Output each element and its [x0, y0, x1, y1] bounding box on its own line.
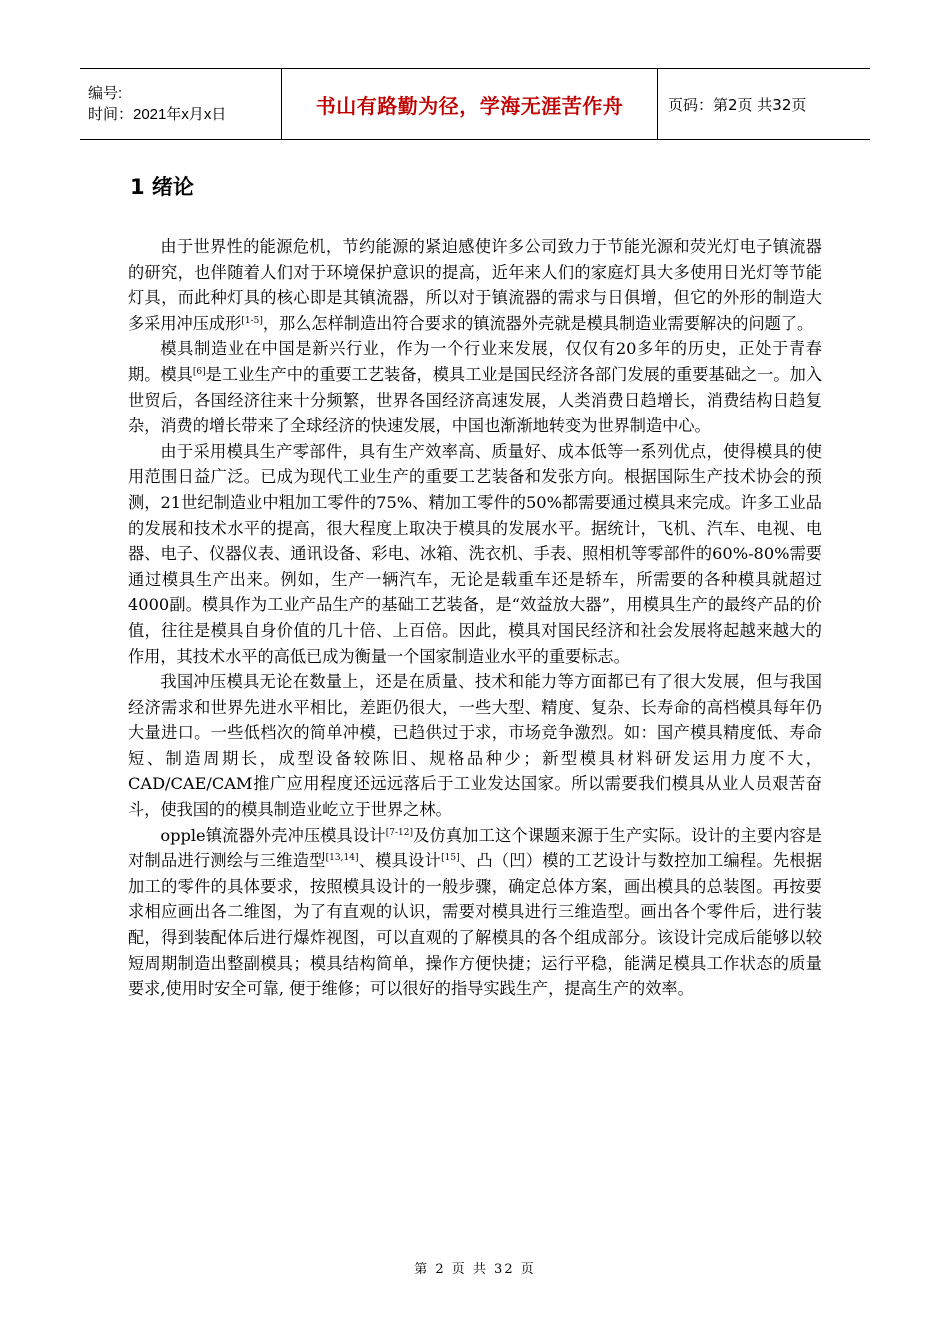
body-text: [128, 234, 822, 1002]
document-time-label: 时间：2021年x月x日: [88, 106, 227, 123]
page-info-text: 页码：第2页 共32页: [668, 95, 807, 114]
paragraph: [128, 669, 822, 823]
paragraph-text: 及仿真加工这个课题来源于生产实际。设计的主要内容是对制品进行测绘与三维造型: [128, 825, 822, 871]
header-page-info: [658, 69, 870, 139]
paragraph-text: opple镇流器外壳冲压模具设计: [160, 825, 386, 845]
page-header: [80, 68, 870, 140]
paragraph-text: 、模具设计: [358, 851, 442, 871]
motto-text: 书山有路勤为径，学海无涯苦作舟: [315, 93, 624, 118]
paragraph: [128, 234, 822, 336]
citation-ref: [6]: [192, 366, 206, 377]
header-motto: [282, 69, 658, 139]
paragraph-text: 由于世界性的能源危机，节约能源的紧迫感使许多公司致力于节能光源和荧光灯电子镇流器的研究，也伴随着人们对于环境保护意识的提高，近年来人们的家庭灯具大多使用日光灯等节能灯具，而此种灯具的核心即是其镇流器，所以对于镇流器的需求与日俱增，但它的外形的制造大多采用冲压成形: [128, 237, 822, 333]
citation-ref: [1-5]: [241, 315, 263, 326]
paragraph-text: 由于采用模具生产零部件，具有生产效率高、质量好、成本低等一系列优点，使得模具的使用范围日益广泛。已成为现代工业生产的重要工艺装备和发张方向。根据国际生产技术协会的预测，21世纪制造业中粗加工零件的75%、精加工零件的50%都需要通过模具来完成。许多工业品的发展和技术水平的提高，很大程度上取决于模具的发展水平。据统计，飞机、汽车、电视、电器、电子、仪器仪表、通讯设备、彩电、冰箱、洗衣机、手表、照相机等零部件的60%-80%需要通过模具生产出来。例如，生产一辆汽车，无论是载重车还是轿车，所需要的各种模具就超过4000副。模具作为工业产品生产的基础工艺装备，是“效益放大器”，用模具生产的最终产品的价值，往往是模具自身价值的几十倍、上百倍。因此，模具对国民经济和社会发展将起越来越大的作用，其技术水平的高低已成为衡量一个国家制造业水平的重要标志。: [128, 441, 822, 666]
paragraph: [128, 439, 822, 669]
paragraph: [128, 823, 822, 1002]
header-meta: [80, 69, 282, 139]
section-title: 1 绪论: [130, 175, 194, 199]
page-footer: 第 2 页 共 32 页: [414, 1262, 536, 1277]
paragraph-text: 是工业生产中的重要工艺装备，模具工业是国民经济各部门发展的重要基础之一。加入世贸后，各国经济往来十分频繁，世界各国经济高速发展，人类消费日趋增长，消费结构日趋复杂，消费的增长带来了全球经济的快速发展，中国也渐渐地转变为世界制造中心。: [128, 364, 823, 436]
citation-ref: [7-12]: [385, 827, 413, 838]
paragraph-text: 模具制造业在中国是新兴行业，作为一个行业来发展，仅仅有20多年的历史，正处于青春期。模具: [128, 339, 822, 384]
paragraph-text: 、凸（凹）模的工艺设计与数控加工编程。先根据加工的零件的具体要求，按照模具设计的一般步骤，确定总体方案，画出模具的总装图。再按要求相应画出各二维图，为了有直观的认识，需要对模具进行三维造型。画出各个零件后，进行装配，得到装配体后进行爆炸视图，可以直观的了解模具的各个组成部分。该设计完成后能够以较短周期制造出整副模具；模具结构简单，操作方便快捷；运行平稳，能满足模具工作状态的质量要求,使用时安全可靠, 便于维修；可以很好的指导实践生产，提高生产的效率。: [128, 851, 823, 999]
paragraph: [128, 336, 822, 438]
citation-ref: [13,14]: [325, 853, 359, 864]
citation-ref: [15]: [441, 853, 460, 864]
paragraph-text: ，那么怎样制造出符合要求的镇流器外壳就是模具制造业需要解决的问题了。: [262, 313, 814, 333]
document-number-label: 编号:: [88, 85, 123, 102]
paragraph-text: 我国冲压模具无论在数量上，还是在质量、技术和能力等方面都已有了很大发展，但与我国经济需求和世界先进水平相比，差距仍很大，一些大型、精度、复杂、长寿命的高档模具每年仍大量进口。一些低档次的简单冲模，已趋供过于求，市场竞争激烈。如：国产模具精度低、寿命短、制造周期长，成型设备较陈旧、规格品种少；新型模具材料研发运用力度不大，CAD/CAE/CAM推广应用程度还远远落后于工业发达国家。所以需要我们模具从业人员艰苦奋斗，使我国的的模具制造业屹立于世界之林。: [128, 672, 822, 820]
